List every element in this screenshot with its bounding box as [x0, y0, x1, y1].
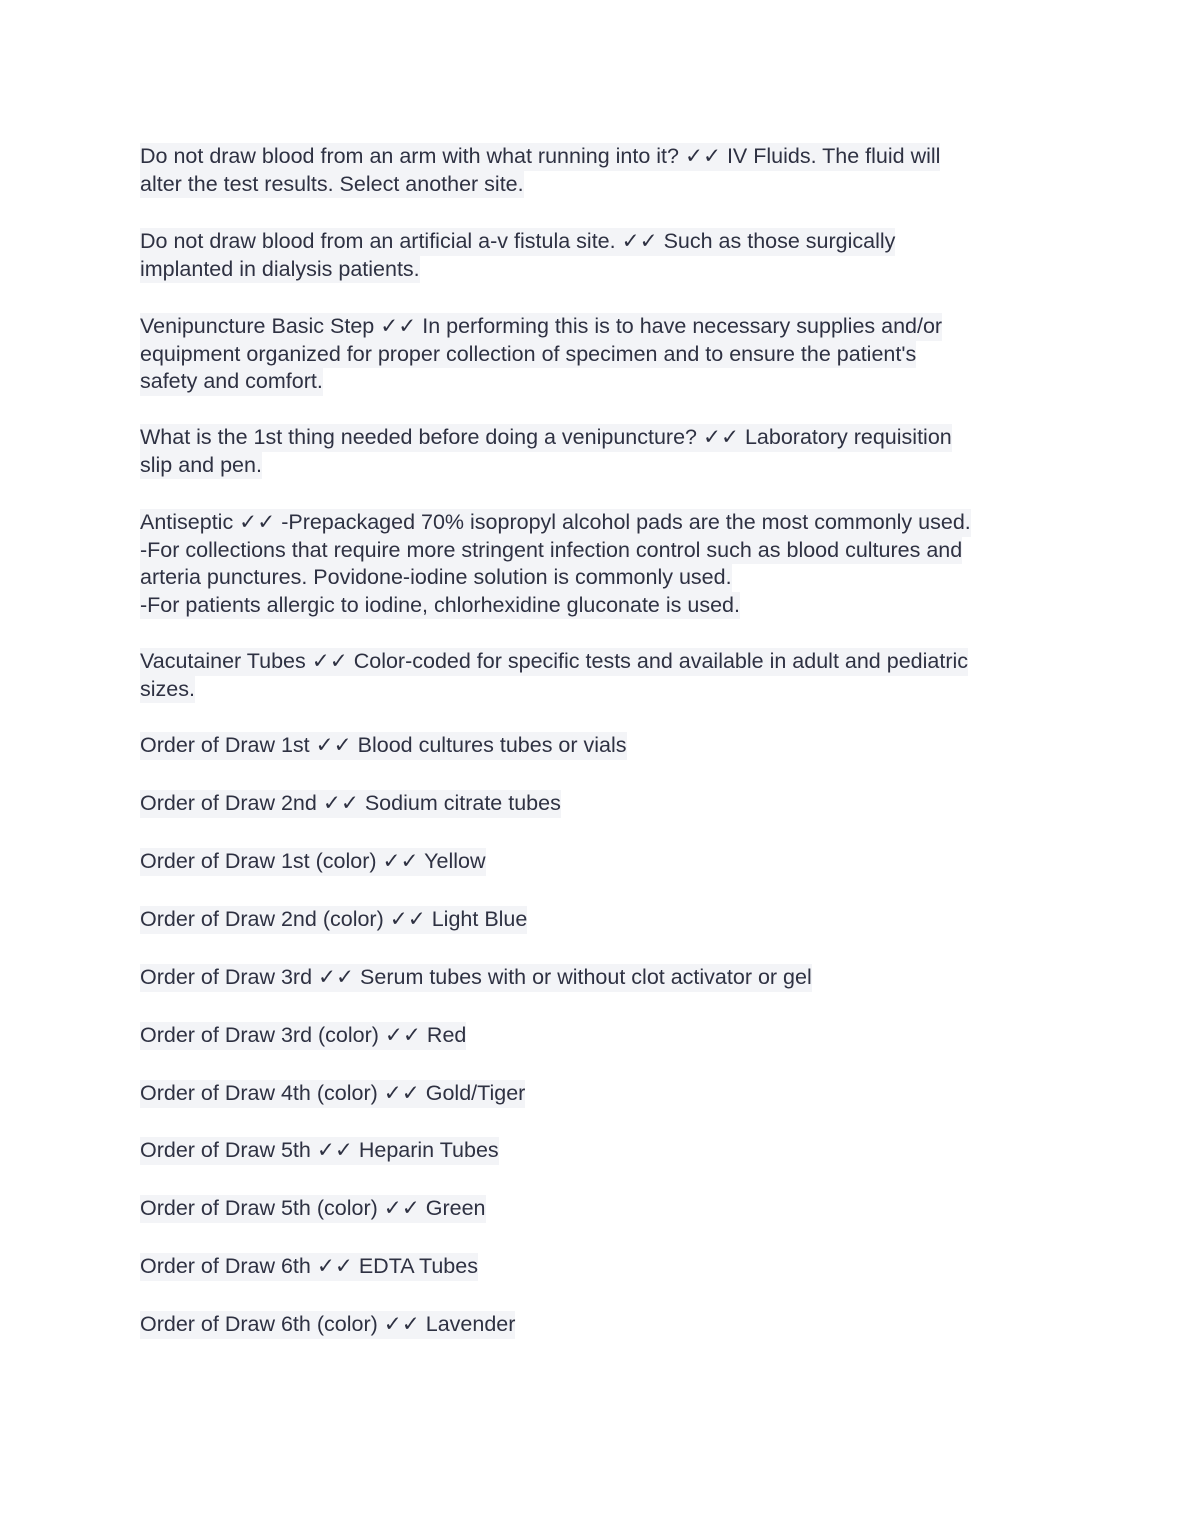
entry-line: -For collections that require more stringent infection control such as blood cultures and	[140, 537, 962, 565]
entry-line: alter the test results. Select another site.	[140, 171, 524, 199]
qa-entry-draw-4th-color	[140, 1080, 1050, 1108]
entry-line: Order of Draw 3rd (color) ✓✓ Red	[140, 1022, 466, 1050]
entry-line: implanted in dialysis patients.	[140, 256, 420, 284]
entry-line: arteria punctures. Povidone-iodine solution is commonly used.	[140, 564, 732, 592]
qa-entry-draw-1st	[140, 732, 1050, 760]
entry-line: Order of Draw 2nd (color) ✓✓ Light Blue	[140, 906, 527, 934]
entry-line: Antiseptic ✓✓ -Prepackaged 70% isopropyl alcohol pads are the most commonly used.	[140, 509, 971, 537]
qa-entry-antiseptic	[140, 509, 1050, 619]
qa-entry-draw-5th	[140, 1137, 1050, 1165]
qa-entry-av-fistula	[140, 228, 1050, 283]
qa-entry-basic-step	[140, 313, 1050, 396]
qa-entry-draw-2nd-color	[140, 906, 1050, 934]
entry-line: Order of Draw 1st ✓✓ Blood cultures tubes or vials	[140, 732, 627, 760]
entry-line: slip and pen.	[140, 452, 262, 480]
entry-line: What is the 1st thing needed before doing a venipuncture? ✓✓ Laboratory requisition	[140, 424, 952, 452]
entry-line: Do not draw blood from an arm with what running into it? ✓✓ IV Fluids. The fluid will	[140, 143, 940, 171]
qa-entry-draw-1st-color	[140, 848, 1050, 876]
qa-entry-draw-5th-color	[140, 1195, 1050, 1223]
qa-entry-draw-3rd-color	[140, 1022, 1050, 1050]
entry-line: Order of Draw 3rd ✓✓ Serum tubes with or without clot activator or gel	[140, 964, 812, 992]
entry-line: equipment organized for proper collection of specimen and to ensure the patient's	[140, 341, 916, 369]
qa-entry-first-thing	[140, 424, 1050, 479]
entry-line: Venipuncture Basic Step ✓✓ In performing this is to have necessary supplies and/or	[140, 313, 942, 341]
entry-line: Vacutainer Tubes ✓✓ Color-coded for specific tests and available in adult and pediatric	[140, 648, 968, 676]
qa-entry-draw-6th	[140, 1253, 1050, 1281]
entry-line: Order of Draw 2nd ✓✓ Sodium citrate tubes	[140, 790, 561, 818]
entry-line: safety and comfort.	[140, 368, 323, 396]
qa-entry-draw-6th-color	[140, 1311, 1050, 1339]
entry-line: sizes.	[140, 676, 195, 704]
entry-line: Order of Draw 5th ✓✓ Heparin Tubes	[140, 1137, 499, 1165]
entry-line: Do not draw blood from an artificial a-v fistula site. ✓✓ Such as those surgically	[140, 228, 895, 256]
entry-line: -For patients allergic to iodine, chlorhexidine gluconate is used.	[140, 592, 740, 620]
entry-line: Order of Draw 5th (color) ✓✓ Green	[140, 1195, 486, 1223]
entry-line: Order of Draw 6th (color) ✓✓ Lavender	[140, 1311, 515, 1339]
qa-entry-vacutainer	[140, 648, 1050, 703]
entry-line: Order of Draw 1st (color) ✓✓ Yellow	[140, 848, 486, 876]
entry-line: Order of Draw 4th (color) ✓✓ Gold/Tiger	[140, 1080, 525, 1108]
qa-entry-draw-2nd	[140, 790, 1050, 818]
entry-line: Order of Draw 6th ✓✓ EDTA Tubes	[140, 1253, 478, 1281]
qa-entry-draw-3rd	[140, 964, 1050, 992]
qa-entry-iv-fluids	[140, 143, 1050, 198]
